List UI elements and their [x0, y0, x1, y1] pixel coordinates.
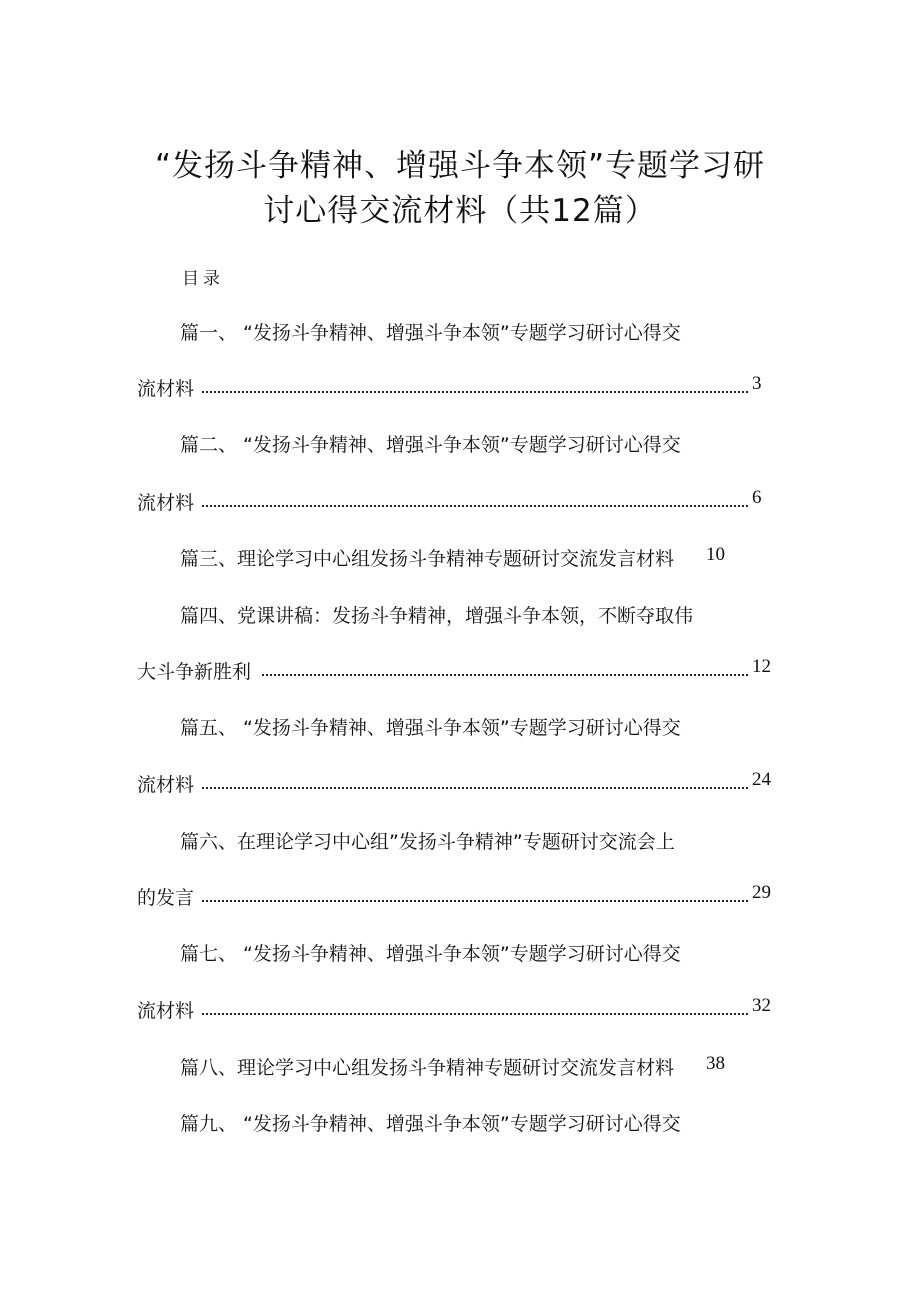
toc-entry-2-line-1[interactable]: 篇二、 “发扬斗争精神、增强斗争本领”专题学习研讨心得交 — [180, 434, 681, 456]
toc-entry-1-page[interactable]: 3 — [752, 373, 762, 394]
toc-entry-7-line-1[interactable]: 篇七、 “发扬斗争精神、增强斗争本领”专题学习研讨心得交 — [180, 943, 681, 965]
toc-entry-4-line-1[interactable]: 篇四、党课讲稿：发扬斗争精神，增强斗争本领，不断夺取伟 — [180, 605, 694, 627]
toc-entry-3-page[interactable]: 10 — [706, 544, 725, 565]
toc-entry-2-line-2[interactable]: 流材料 — [137, 492, 195, 514]
toc-entry-5-line-1[interactable]: 篇五、 “发扬斗争精神、增强斗争本领”专题学习研讨心得交 — [180, 717, 681, 739]
toc-entry-5-leader — [202, 787, 748, 789]
toc-entry-6-leader — [202, 900, 748, 902]
toc-entry-8-line-1[interactable]: 篇八、理论学习中心组发扬斗争精神专题研讨交流发言材料 — [180, 1057, 675, 1079]
toc-entry-1-line-2[interactable]: 流材料 — [137, 378, 195, 400]
toc-entry-4-leader — [262, 674, 748, 676]
toc-entry-5-line-2[interactable]: 流材料 — [137, 774, 195, 796]
toc-entry-2-leader — [202, 505, 748, 507]
toc-entry-5-page[interactable]: 24 — [752, 769, 771, 790]
toc-entry-8-page[interactable]: 38 — [706, 1053, 725, 1074]
document-title-line-2: 讨心得交流材料（共12篇） — [263, 193, 657, 229]
toc-entry-6-page[interactable]: 29 — [752, 882, 771, 903]
toc-entry-1-line-1[interactable]: 篇一、 “发扬斗争精神、增强斗争本领”专题学习研讨心得交 — [180, 322, 681, 344]
toc-entry-4-line-2[interactable]: 大斗争新胜利 — [137, 661, 252, 683]
toc-label: 目录 — [182, 269, 224, 289]
toc-entry-3-line-1[interactable]: 篇三、理论学习中心组发扬斗争精神专题研讨交流发言材料 — [180, 548, 675, 570]
document-title-line-1: “发扬斗争精神、增强斗争本领”专题学习研 — [154, 148, 766, 184]
toc-entry-7-leader — [202, 1013, 748, 1015]
toc-entry-9-line-1[interactable]: 篇九、 “发扬斗争精神、增强斗争本领”专题学习研讨心得交 — [180, 1113, 681, 1135]
toc-entry-7-page[interactable]: 32 — [752, 995, 771, 1016]
toc-entry-4-page[interactable]: 12 — [752, 656, 771, 677]
toc-entry-2-page[interactable]: 6 — [752, 487, 762, 508]
toc-entry-6-line-2[interactable]: 的发言 — [137, 887, 195, 909]
toc-entry-7-line-2[interactable]: 流材料 — [137, 1000, 195, 1022]
toc-entry-1-leader — [202, 391, 748, 393]
toc-entry-6-line-1[interactable]: 篇六、在理论学习中心组”发扬斗争精神”专题研讨交流会上 — [180, 831, 675, 853]
